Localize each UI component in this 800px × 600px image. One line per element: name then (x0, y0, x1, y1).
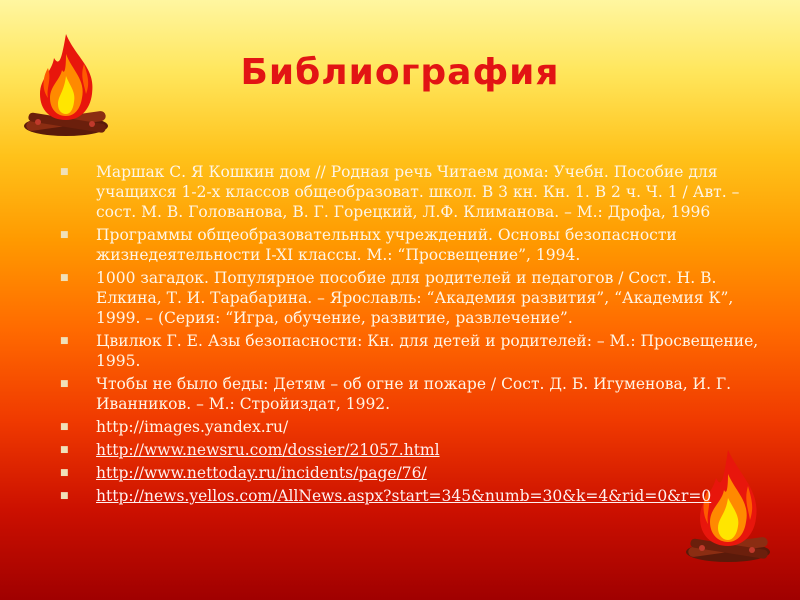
square-bullet-icon: ■ (60, 230, 69, 240)
page-title: Библиография (240, 52, 560, 93)
reference-text: Цвилюк Г. Е. Азы безопасности: Кн. для детей и родителей: – М.: Просвещение, 1995. (96, 332, 759, 370)
reference-text: Маршак С. Я Кошкин дом // Родная речь Читаем дома: Учебн. Пособие для учащихся 1-2-х классов общеобразоват. школ. В 3 кн. Кн. 1. В 2 ч. Ч. 1 / Авт. – сост. М. В. Голованова, В. Г. Горецкий, Л.Ф. Климанова. – М.: Дрофа, 1996 (96, 163, 740, 221)
reference-text: 1000 загадок. Популярное пособие для родителей и педагогов / Сост. Н. В. Елкина, Т. И. Тарабарина. – Ярославль: “Академия развития”, “Академия К”, 1999. – (Серия: “Игра, обучение, развитие, развлечение”. (96, 269, 734, 327)
list-item (60, 463, 760, 483)
reference-text: Чтобы не было беды: Детям – об огне и пожаре / Сост. Д. Б. Игуменова, И. Г. Иванников. – М.: Стройиздат, 1992. (96, 375, 732, 413)
square-bullet-icon: ■ (60, 445, 69, 455)
list-item (60, 162, 760, 222)
square-bullet-icon: ■ (60, 468, 69, 478)
reference-link[interactable]: http://www.newsru.com/dossier/21057.html (96, 441, 440, 459)
list-item (60, 374, 760, 414)
reference-link[interactable]: http://www.nettoday.ru/incidents/page/76/ (96, 464, 427, 482)
square-bullet-icon: ■ (60, 491, 69, 501)
bibliography-list (60, 162, 760, 509)
list-item (60, 440, 760, 460)
square-bullet-icon: ■ (60, 336, 69, 346)
list-item (60, 486, 760, 506)
list-item (60, 417, 760, 437)
reference-text: Программы общеобразовательных учреждений. Основы безопасности жизнедеятельности I-XI классы. М.: “Просвещение”, 1994. (96, 226, 677, 264)
reference-text: http://images.yandex.ru/ (96, 418, 289, 436)
square-bullet-icon: ■ (60, 167, 69, 177)
square-bullet-icon: ■ (60, 379, 69, 389)
list-item (60, 268, 760, 328)
list-item (60, 225, 760, 265)
square-bullet-icon: ■ (60, 273, 69, 283)
reference-link[interactable]: http://news.yellos.com/AllNews.aspx?start=345&numb=30&k=4&rid=0&r=0 (96, 487, 712, 505)
square-bullet-icon: ■ (60, 422, 69, 432)
list-item (60, 331, 760, 371)
